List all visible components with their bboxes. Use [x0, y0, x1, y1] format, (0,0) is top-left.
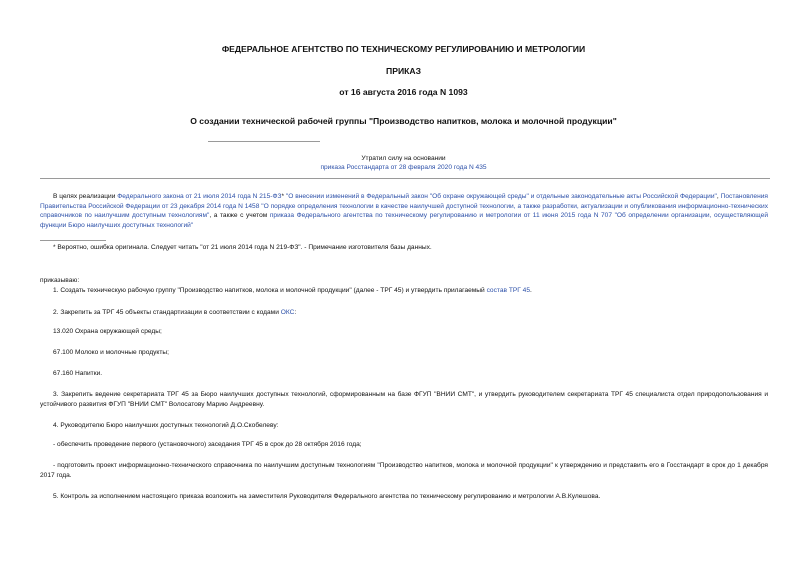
- item-4-b: - подготовить проект информационно-технического справочника по наилучшим доступным технологиям "Производство напитков, молока и молочной продукции" к утверждению и представить его в Госстандарт в срок до 1 декабря 2017 года.: [40, 462, 768, 479]
- repeal-order-link[interactable]: приказа Росстандарта от 28 февраля 2020 года N 435: [320, 164, 487, 171]
- item-4-a: - обеспечить проведение первого (установочного) заседания ТРГ 45 в срок до 28 октября 2016 года;: [53, 441, 362, 448]
- oks-code-3: 67.160 Напитки.: [53, 370, 103, 377]
- item-2: [40, 308, 768, 318]
- doc-subject: О создании технической рабочей группы "Производство напитков, молока и молочной продукции": [190, 116, 617, 126]
- item-2-end: :: [294, 309, 297, 316]
- government-resolution-link[interactable]: Постановления Правительства Российской Федерации от 23 декабря 2014 года N 1458 "О порядке определения технологии в качестве наилучшей доступной технологии, а также разработки, актуализации и опубликования информационно-технических справочников по наилучшим доступным технологиям": [40, 193, 768, 220]
- law-215-link[interactable]: Федерального закона от 21 июля 2014 года N 215-ФЗ: [117, 193, 282, 200]
- footnote: * Вероятно, ошибка оригинала. Следует читать "от 21 июля 2014 года N 219-ФЗ". - Примечание изготовителя базы данных.: [53, 244, 432, 251]
- composition-link[interactable]: состав ТРГ 45: [486, 287, 531, 294]
- status-divider-bottom: [40, 178, 770, 179]
- agency-order-707-link[interactable]: приказа Федерального агентства по техническому регулированию и метрологии от 11 июня 2015 года N 707 "Об определении организации, осуществляющей функции Бюро наилучших доступных технологий": [40, 212, 769, 229]
- oks-code-2: 67.100 Молоко и молочные продукты;: [53, 349, 169, 356]
- order-word: приказываю:: [40, 277, 80, 284]
- law-amendment-link[interactable]: "О внесении изменений в Федеральный закон "Об охране окружающей среды" и отдельные законодательные акты Российской Федерации": [285, 193, 717, 200]
- footnote-mark: *: [281, 193, 286, 200]
- item-5: 5. Контроль за исполнением настоящего приказа возложить на заместителя Руководителя Федерального агентства по техническому регулированию и метрологии А.В.Кулешова.: [53, 493, 601, 500]
- item-4: 4. Руководителю Бюро наилучших доступных технологий Д.О.Скобелеву:: [53, 422, 279, 429]
- preamble-text-3: ,: [716, 193, 721, 200]
- preamble-text-1: В целях реализации: [53, 193, 118, 200]
- item-3: 3. Закрепить ведение секретариата ТРГ 45 за Бюро наилучших доступных технологий, сформированным на базе ФГУП "ВНИИ СМТ", и утвердить руководителем секретариата ТРГ 45 специалиста отдел природопользования и устойчивого развития ФГУП "ВНИИ СМТ" Волосатову Марию Андреевну.: [40, 391, 768, 408]
- oks-code-1: 13.020 Охрана окружающей среды;: [53, 328, 162, 335]
- item-1: [40, 286, 768, 296]
- preamble-text-4: , а также с учетом: [209, 212, 270, 220]
- status-divider: [208, 141, 320, 142]
- status-link-line: [0, 163, 807, 173]
- doc-date-number: от 16 августа 2016 года N 1093: [339, 87, 468, 97]
- item-2-text: 2. Закрепить за ТРГ 45 объекты стандартизации в соответствии с кодами: [53, 309, 281, 316]
- item-1-end: .: [530, 287, 532, 294]
- oks-link[interactable]: ОКС: [280, 309, 295, 316]
- doc-type: ПРИКАЗ: [386, 66, 421, 76]
- status-note: Утратил силу на основании: [361, 155, 446, 162]
- footnote-divider: [40, 240, 106, 241]
- preamble-paragraph: [40, 192, 768, 230]
- item-1-text: 1. Создать техническую рабочую группу "Производство напитков, молока и молочной продукции" (далее - ТРГ 45) и утвердить прилагаемый: [53, 287, 487, 294]
- agency-title: ФЕДЕРАЛЬНОЕ АГЕНТСТВО ПО ТЕХНИЧЕСКОМУ РЕГУЛИРОВАНИЮ И МЕТРОЛОГИИ: [221, 44, 586, 54]
